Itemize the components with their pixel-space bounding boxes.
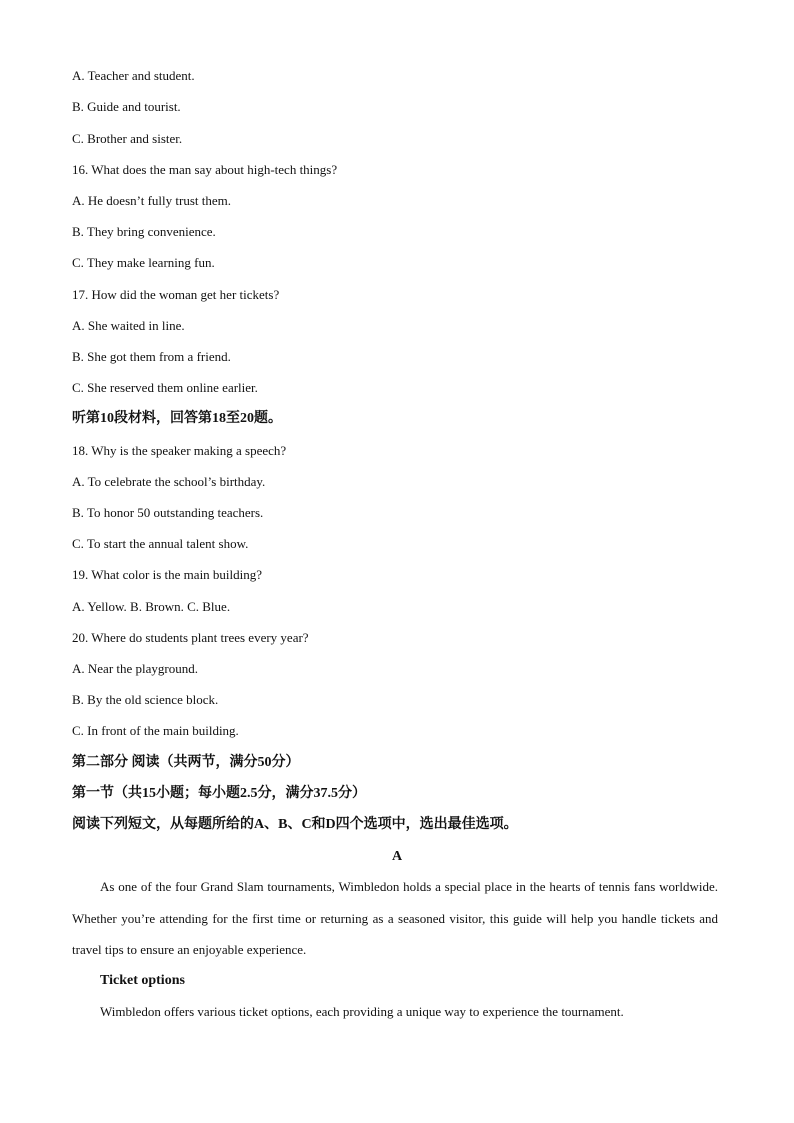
q16-option-b: B. They bring convenience. <box>72 224 216 239</box>
q19-options: A. Yellow. B. Brown. C. Blue. <box>72 599 231 614</box>
q16-question: 16. What does the man say about high-tech things? <box>72 162 338 177</box>
passage-intro-paragraph: As one of the four Grand Slam tournaments, Wimbledon holds a special place in the hearts of tennis fans worldwide. Whether you’re attending for the first time or returning as a seasoned visitor, this guide will help you handle tickets and travel tips to ensure an enjoyable experience. <box>72 879 718 957</box>
section1-heading: 第一节（共15小题；每小题2.5分，满分37.5分） <box>72 786 366 801</box>
q20-option-c: C. In front of the main building. <box>72 723 239 738</box>
q17-question: 17. How did the woman get her tickets? <box>72 287 280 302</box>
q18-question: 18. Why is the speaker making a speech? <box>72 443 287 458</box>
passage-label: A <box>391 849 403 864</box>
q20-question: 20. Where do students plant trees every year? <box>72 630 309 645</box>
q20-option-b: B. By the old science block. <box>72 692 219 707</box>
q17-option-a: A. She waited in line. <box>72 318 185 333</box>
q18-option-c: C. To start the annual talent show. <box>72 536 249 551</box>
part2-heading: 第二部分 阅读（共两节，满分50分） <box>72 755 300 770</box>
q19-question: 19. What color is the main building? <box>72 567 263 582</box>
q17-option-c: C. She reserved them online earlier. <box>72 380 258 395</box>
q17-option-b: B. She got them from a friend. <box>72 349 231 364</box>
q18-option-b: B. To honor 50 outstanding teachers. <box>72 505 264 520</box>
ticket-options-heading: Ticket options <box>100 973 185 988</box>
q15-option-b: B. Guide and tourist. <box>72 99 181 114</box>
q16-option-c: C. They make learning fun. <box>72 255 215 270</box>
q20-option-a: A. Near the playground. <box>72 661 198 676</box>
reading-instructions: 阅读下列短文，从每题所给的A、B、C和D四个选项中，选出最佳选项。 <box>72 817 518 832</box>
section10-heading: 听第10段材料，回答第18至20题。 <box>72 411 282 426</box>
q16-option-a: A. He doesn’t fully trust them. <box>72 193 231 208</box>
q18-option-a: A. To celebrate the school’s birthday. <box>72 474 266 489</box>
q15-option-c: C. Brother and sister. <box>72 131 183 146</box>
ticket-options-text: Wimbledon offers various ticket options, each providing a unique way to experience the tournament. <box>100 1004 624 1019</box>
q15-option-a: A. Teacher and student. <box>72 68 195 83</box>
